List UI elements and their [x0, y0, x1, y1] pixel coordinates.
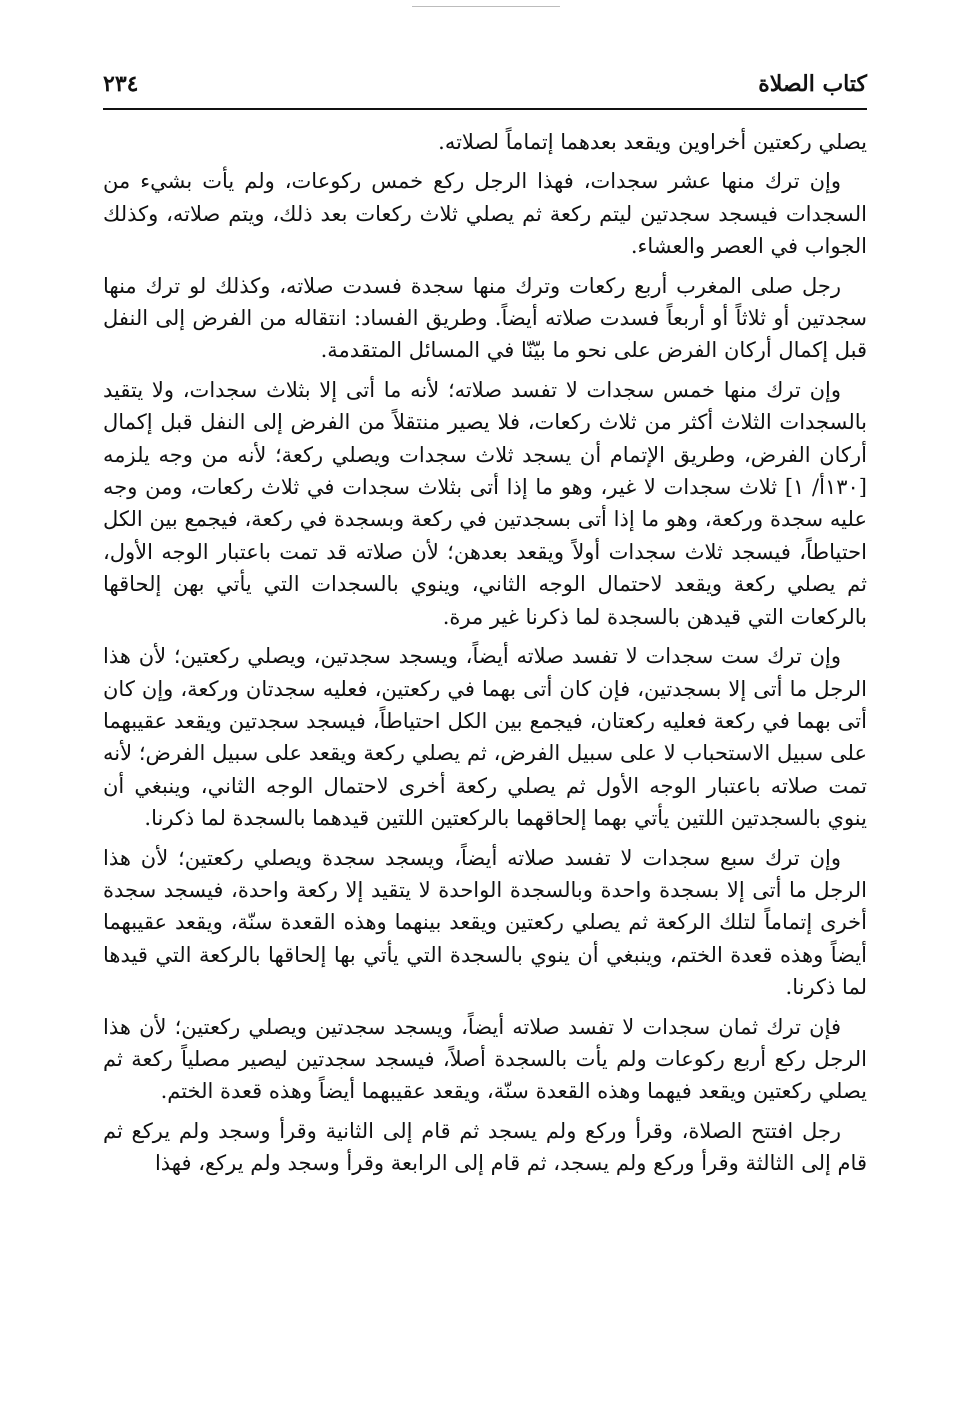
page-number: ٢٣٤	[103, 71, 139, 97]
paragraph: وإن ترك سبع سجدات لا تفسد صلاته أيضاً، ويسجد سجدة ويصلي ركعتين؛ لأن هذا الرجل ما أتى إلا بسجدة واحدة وبالسجدة الواحدة لا يتقيد إلا ركعة واحدة، فيسجد سجدة أخرى إتماماً لتلك الركعة ثم يصلي ركعتين ويقعد بينهما وهذه القعدة سنّة، ويقعد عقيبهما أيضاً وهذه قعدة الختم، وينبغي أن ينوي بالسجدة التي يأتي بها إلحاقها بالركعة التي قيدها لما ذكرنا.	[103, 845, 867, 1000]
paragraph: رجل افتتح الصلاة، وقرأ وركع ولم يسجد ثم قام إلى الثانية وقرأ وسجد ولم يركع ثم قام إلى الثالثة وقرأ وركع ولم يسجد، ثم قام إلى الرابعة وقرأ وسجد ولم يركع، فهذا	[103, 1118, 867, 1176]
paragraph: رجل صلى المغرب أربع ركعات وترك منها سجدة فسدت صلاته، وكذلك لو ترك منها سجدتين أو ثلاثاً أو أربعاً فسدت صلاته أيضاً. وطريق الفساد: انتقاله من الفرض إلى النفل قبل إكمال أركان الفرض على نحو ما بيّنّا في المسائل المتقدمة.	[103, 273, 867, 363]
page-header	[103, 62, 867, 104]
paragraph: يصلي ركعتين أخراوين ويقعد بعدهما إتماماً لصلاته.	[438, 130, 867, 154]
paragraph: وإن ترك منها عشر سجدات، فهذا الرجل ركع خمس ركوعات، ولم يأت بشيء من السجدات فيسجد سجدتين ليتم ركعة ثم يصلي ثلاث ركعات بعد ذلك، ويتم صلاته، وكذلك الجواب في العصر والعشاء.	[103, 169, 867, 259]
top-decorative-rule	[412, 6, 560, 7]
running-title: كتاب الصلاة	[758, 71, 867, 97]
header-rule	[103, 108, 867, 110]
paragraph: وإن ترك ست سجدات لا تفسد صلاته أيضاً، ويسجد سجدتين، ويصلي ركعتين؛ لأن هذا الرجل ما أتى إلا بسجدتين، فإن كان أتى بهما في ركعتين، فعليه سجدتان وركعة، وإن كان أتى بهما في ركعة فعليه ركعتان، فيجمع بين الكل احتياطاً، فيسجد سجدتين ويقعد عقيبهما على سبيل الاستحباب لا على سبيل الفرض، ثم يصلي ركعة ويقعد على سبيل الفرض؛ لأنه تمت صلاته باعتبار الوجه الأول ثم يصلي ركعة أخرى لاحتمال الوجه الثاني، وينبغي أن ينوي بالسجدتين اللتين يأتي بهما إلحاقهما بالركعتين اللتين قيدهما بالسجدة لما ذكرنا.	[103, 644, 868, 831]
paragraph: وإن ترك منها خمس سجدات لا تفسد صلاته؛ لأنه ما أتى إلا بثلاث سجدات، ولا يتقيد بالسجدات الثلاث أكثر من ثلاث ركعات، فلا يصير منتقلاً من الفرض إلى النفل قبل إكمال أركان الفرض، وطريق الإتمام أن يسجد ثلاث سجدات ويصلي ركعة؛ لأنه من وجه يلزمه [١٣٠أ/ ١] ثلاث سجدات لا غير، وهو ما إذا أتى بثلاث سجدات في ثلاث ركعات، ومن وجه عليه سجدة وركعة، وهو ما إذا أتى بسجدتين في ركعة وبسجدة في ركعة، فيجمع بين الكل احتياطاً، فيسجد ثلاث سجدات أولاً ويقعد بعدهن؛ لأن صلاته قد تمت باعتبار الوجه الأول، ثم يصلي ركعة ويقعد لاحتمال الوجه الثاني، وينوي بالسجدات التي يأتي بهن إلحاقها بالركعات التي قيدهن بالسجدة لما ذكرنا غير مرة.	[103, 377, 867, 629]
paragraph: فإن ترك ثمان سجدات لا تفسد صلاته أيضاً، ويسجد سجدتين ويصلي ركعتين؛ لأن هذا الرجل ركع أربع ركوعات ولم يأت بالسجدة أصلاً، فيسجد سجدتين ليصير مصلياً ركعة ثم يصلي ركعتين ويقعد فيهما وهذه القعدة سنّة، ويقعد عقيبهما أيضاً وهذه قعدة الختم.	[103, 1014, 867, 1104]
page-body	[103, 126, 867, 1187]
